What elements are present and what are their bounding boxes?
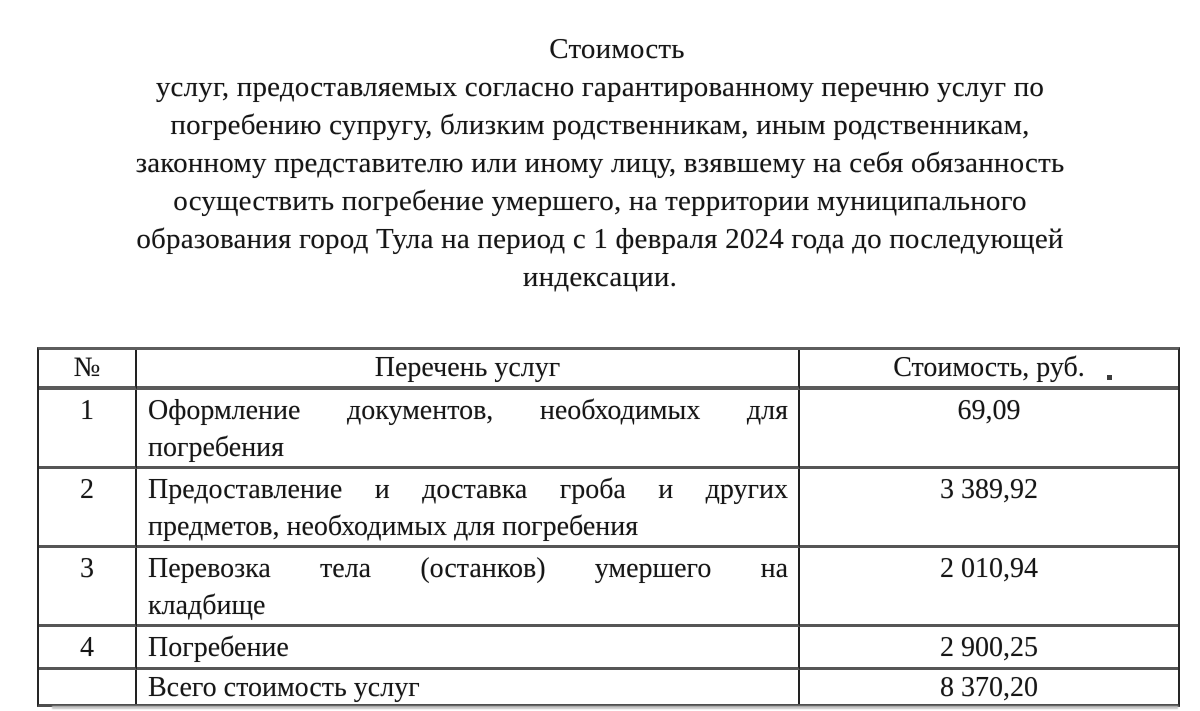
title-line: индексации.: [522, 261, 678, 293]
service-cell: [137, 627, 800, 670]
service-text-line: Погребение: [148, 632, 289, 663]
row-number-cell: 2: [39, 469, 137, 548]
row-number-cell: 1: [39, 390, 137, 469]
service-text-line: погребения: [148, 432, 285, 463]
service-cell: [137, 548, 800, 627]
cost-cell: 2 900,25: [800, 627, 1178, 670]
table-row: [39, 390, 1178, 469]
title-line: Стоимость: [549, 33, 685, 65]
service-text-line: Предоставление и доставка гроба и других: [148, 474, 788, 505]
header-cell-number: №: [39, 350, 137, 390]
services-price-table: [37, 347, 1180, 707]
document-title: [40, 30, 1160, 296]
total-label-cell: [137, 670, 800, 704]
header-cell-cost: Стоимость, руб.: [800, 350, 1178, 390]
title-line: услуг, предоставляемых согласно гарантированному перечню услуг по: [155, 71, 1045, 103]
row-number-cell: 3: [39, 548, 137, 627]
scan-artifact-speck: [1107, 375, 1112, 380]
table-row: [39, 627, 1178, 670]
service-text-line: предметов, необходимых для погребения: [148, 511, 639, 542]
title-line: образования город Тула на период с 1 февраля 2024 года до последующей: [136, 223, 1064, 255]
title-line: погребению супругу, близким родственникам, иным родственникам,: [170, 109, 1030, 141]
total-label-text: Всего стоимость услуг: [148, 672, 420, 703]
table-row: [39, 548, 1178, 627]
table-header-row: [39, 350, 1178, 390]
scan-artifact-line: [52, 706, 1178, 709]
row-number-cell: 4: [39, 627, 137, 670]
service-text-line: кладбище: [148, 590, 266, 621]
service-cell: [137, 390, 800, 469]
cost-cell: 2 010,94: [800, 548, 1178, 627]
title-line: законному представителю или иному лицу, взявшему на себя обязанность: [135, 147, 1065, 179]
service-cell: [137, 469, 800, 548]
table-total-row: [39, 670, 1178, 704]
service-text-line: Оформление документов, необходимых для: [148, 395, 788, 426]
row-number-cell: [39, 670, 137, 704]
total-cost-cell: 8 370,20: [940, 672, 1038, 703]
header-cell-services: Перечень услуг: [137, 350, 800, 390]
cost-cell: 3 389,92: [800, 469, 1178, 548]
title-line: осуществить погребение умершего, на территории муниципального: [173, 185, 1027, 217]
service-text-line: Перевозка тела (останков) умершего на: [148, 553, 788, 584]
table-row: [39, 469, 1178, 548]
cost-cell: 69,09: [800, 390, 1178, 469]
